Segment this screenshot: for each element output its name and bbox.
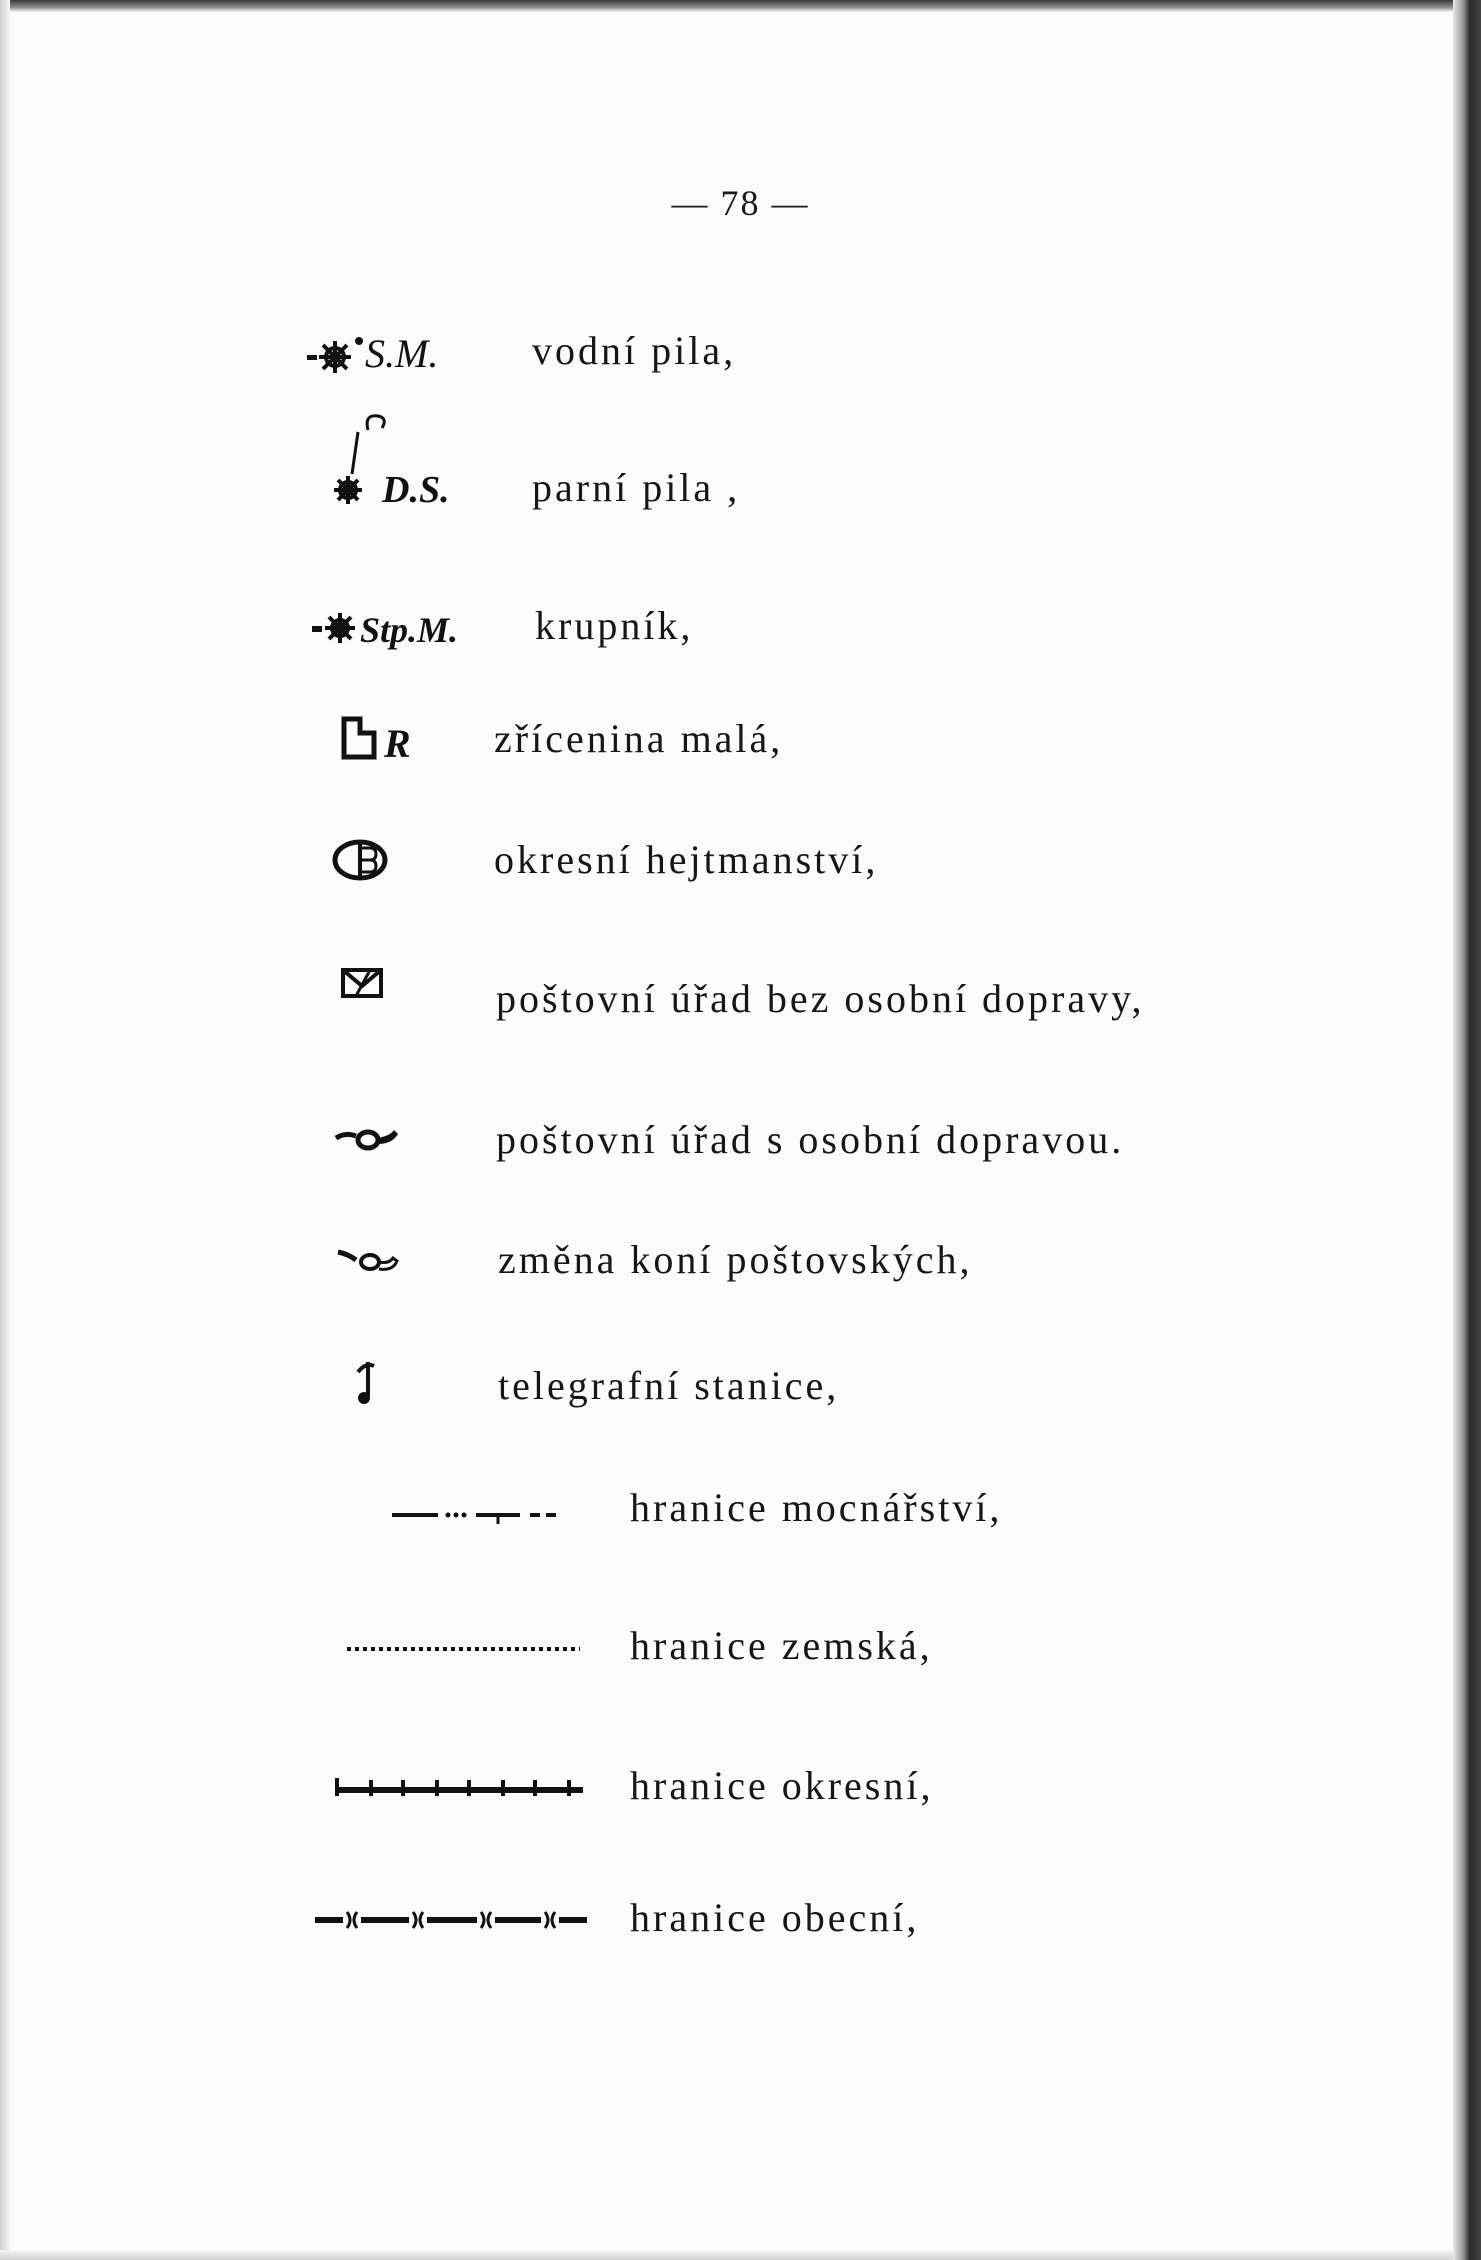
municipal-border-line-icon [313,1890,593,1970]
legend-entry [0,705,1481,785]
legend-entry [0,1110,1481,1190]
letter-envelope-icon [340,960,390,1040]
symbol-label: D.S. [382,469,450,511]
legend-entry [0,960,1481,1040]
legend-entry [0,1612,1481,1692]
legend-entry [0,1890,1481,1970]
steam-engine-icon [330,410,480,520]
legend-entry [0,590,1481,670]
telegraph-icon [350,1350,390,1430]
ruin-icon [340,705,450,785]
symbol-label: Stp.M. [360,610,459,650]
legend-description: hranice obecní, [630,1895,920,1940]
symbol-label: S.M. [365,331,439,376]
legend-entry [0,1350,1481,1430]
empire-border-line-icon [390,1478,590,1558]
land-border-line-icon [345,1612,590,1692]
legend-entry [0,1478,1481,1558]
legend-description: telegrafní stanice, [498,1363,840,1408]
district-office-icon [330,830,400,910]
legend-entry [0,830,1481,910]
page-edge-bottom [0,2250,1481,2260]
district-border-line-icon [333,1750,588,1830]
legend-description: parní pila , [532,465,741,510]
legend-entry [0,315,1481,395]
legend-description: hranice zemská, [630,1623,933,1668]
water-wheel-icon [305,315,475,395]
legend-description: krupník, [535,603,694,648]
page-number: — 78 — [671,183,810,223]
legend-description: změna koní poštovských, [498,1237,973,1282]
water-wheel-icon [312,590,492,670]
legend-description: hranice okresní, [630,1763,934,1808]
post-horn-icon [334,1110,404,1190]
legend-description: hranice mocnářství, [630,1485,1003,1530]
legend-entry [0,1750,1481,1830]
legend-entry [0,410,1481,520]
legend-description: vodní pila, [532,328,737,373]
symbol-label: R [384,721,411,766]
legend-description: poštovní úřad s osobní dopravou. [496,1117,1125,1162]
legend-description: okresní hejtmanství, [494,837,879,882]
legend-description: poštovní úřad bez osobní dopravy, [496,976,1145,1021]
legend-description: zřícenina malá, [494,716,784,761]
page-edge-top [0,0,1481,12]
legend-entry [0,1230,1481,1310]
post-horn-small-icon [336,1230,406,1310]
